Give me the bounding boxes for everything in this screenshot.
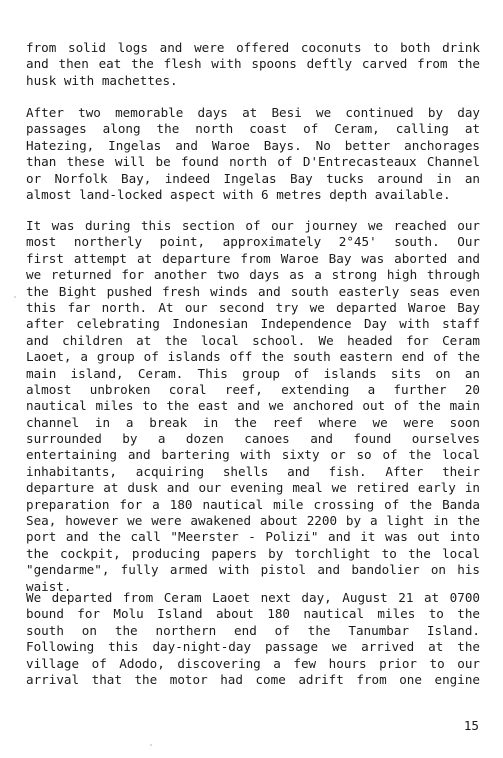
text-line: "gendarme", fully armed with pistol and bandolier on his bbox=[26, 562, 480, 578]
scan-speck bbox=[150, 744, 152, 746]
paragraph-4 bbox=[26, 590, 480, 688]
text-line: Hatezing, Ingelas and Waroe Bays. No better anchorages bbox=[26, 137, 480, 153]
scan-speck bbox=[14, 296, 16, 298]
text-line: village of Adodo, discovering a few hours prior to our bbox=[26, 655, 480, 671]
text-line: Sea, however we were awakened about 2200 by a light in the bbox=[26, 513, 480, 529]
page-number: 15 bbox=[463, 718, 479, 733]
text-line: entertaining and bartering with sixty or so of the local bbox=[26, 447, 480, 463]
text-line: from solid logs and were offered coconuts to both drink bbox=[26, 40, 480, 55]
text-line: almost land-locked aspect with 6 metres depth available. bbox=[26, 186, 451, 202]
text-line: passages along the north coast of Ceram, calling at bbox=[26, 121, 480, 137]
text-line: most northerly point, approximately 2°45' south. Our bbox=[26, 234, 480, 250]
text-line: this far north. At our second try we departed Waroe Bay bbox=[26, 299, 480, 315]
text-line: south on the northern end of the Tanumbar Island. bbox=[26, 622, 480, 638]
text-line: Following this day-night-day passage we arrived at the bbox=[26, 639, 480, 655]
text-line: after celebrating Indonesian Independence Day with staff bbox=[26, 316, 480, 332]
text-line: waist. bbox=[26, 578, 72, 594]
text-line: main island, Ceram. This group of islands sits on an bbox=[26, 365, 480, 381]
text-line: and then eat the flesh with spoons deftly carved from the bbox=[26, 56, 480, 72]
text-line: arrival that the motor had come adrift from one engine bbox=[26, 671, 480, 687]
text-line: first attempt at departure from Waroe Bay was aborted and bbox=[26, 250, 480, 266]
text-line: inhabitants, acquiring shells and fish. After their bbox=[26, 463, 480, 479]
text-line: preparation for a 180 nautical mile crossing of the Banda bbox=[26, 496, 480, 512]
text-line: the Bight pushed fresh winds and south easterly seas even bbox=[26, 283, 480, 299]
text-line: surrounded by a dozen canoes and found ourselves bbox=[26, 431, 480, 447]
text-line: the cockpit, producing papers by torchlight to the local bbox=[26, 545, 480, 561]
paragraph-3 bbox=[26, 218, 480, 595]
text-line: We departed from Ceram Laoet next day, August 21 at 0700 bbox=[26, 590, 480, 605]
text-line: bound for Molu Island about 180 nautical miles to the bbox=[26, 606, 480, 622]
text-line: It was during this section of our journey we reached our bbox=[26, 218, 480, 233]
text-line: nautical miles to the east and we anchored out of the main bbox=[26, 398, 480, 414]
text-line: husk with machettes. bbox=[26, 72, 178, 88]
text-line: After two memorable days at Besi we continued by day bbox=[26, 105, 480, 120]
paragraph-2 bbox=[26, 105, 480, 203]
paragraph-1 bbox=[26, 40, 480, 89]
text-line: or Norfolk Bay, indeed Ingelas Bay tucks around in an bbox=[26, 170, 480, 186]
text-line: than these will be found north of D'Entrecasteaux Channel bbox=[26, 154, 480, 170]
text-line: we returned for another two days as a strong high through bbox=[26, 267, 480, 283]
text-line: and children at the local school. We headed for Ceram bbox=[26, 332, 480, 348]
text-line: departure at dusk and our evening meal we retired early in bbox=[26, 480, 480, 496]
text-line: almost unbroken coral reef, extending a further 20 bbox=[26, 381, 480, 397]
text-line: port and the call "Meerster - Polizi" and it was out into bbox=[26, 529, 480, 545]
text-line: channel in a break in the reef where we were soon bbox=[26, 414, 480, 430]
text-line: Laoet, a group of islands off the south eastern end of the bbox=[26, 349, 480, 365]
